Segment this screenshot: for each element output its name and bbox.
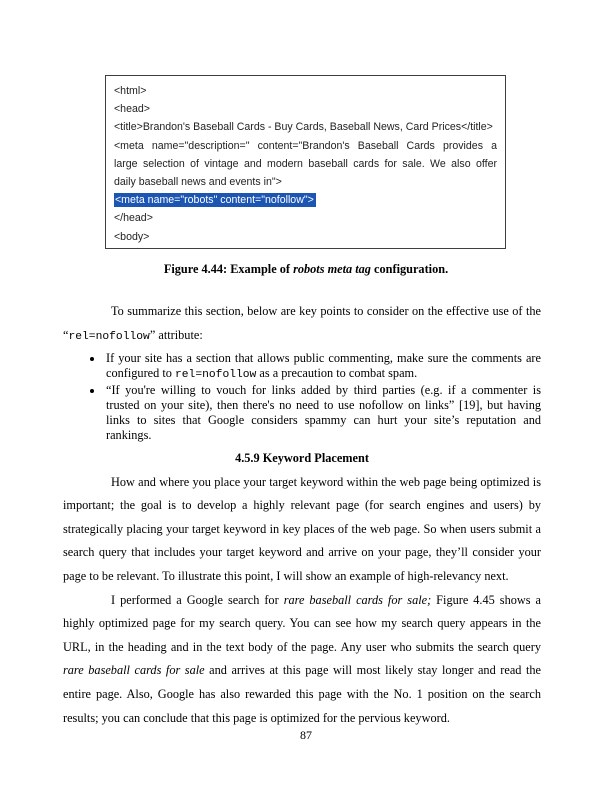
- bullet-item: • If your site has a section that allows public commenting, make sure the comments are configured to rel=nofollow as a precaution to combat spam.: [104, 351, 541, 383]
- figure-caption: Figure 4.44: Example of robots meta tag configuration.: [163, 262, 449, 276]
- code-line: large selection of vintage and modern baseball cards for sale. We also offer: [114, 157, 497, 170]
- bullet-item: • “If you're willing to vouch for links added by third parties (e.g. if a commenter is trusted on your site), then there's no need to use nofollow on links” [19], but having links to sites that Google considers spammy can hurt your site’s reputation and rankings.: [104, 383, 541, 443]
- section-heading: 4.5.9 Keyword Placement: [235, 450, 369, 465]
- code-line: <html>: [114, 85, 147, 97]
- code-line: </head>: [114, 212, 153, 225]
- section-paragraph-1: How and where you place your target keyword within the web page being optimized is important; the goal is to develop a highly relevant page (for search engines and users) by strategically placing your target keyword in key places of the web page. So when users submit a search query that includes your target keyword and arrive on your page, they’ll consider your page to be relevant. To illustrate this point, I will show an example of high-relevancy next.: [63, 474, 541, 583]
- code-line: <title>Brandon's Baseball Cards - Buy Cards, Baseball News, Card Prices</title>: [114, 121, 493, 134]
- code-line: daily baseball news and events in">: [114, 176, 282, 189]
- intro-paragraph: To summarize this section, below are key points to consider on the effective use of the “rel=nofollow” attribute:: [63, 304, 541, 343]
- body-text: [63, 300, 541, 730]
- section-paragraph-2: I performed a Google search for rare baseball cards for sale; Figure 4.45 shows a highly optimized page for my search query. You can see how my search query appears in the URL, in the heading and in the text body of the page. Any user who submits the search query rare baseball cards for sale and arrives at this page will most likely stay longer and read the entire page. Also, Google has also rewarded this page with the No. 1 position on the search results; you can conclude that this page is optimized for the pervious keyword.: [63, 592, 541, 725]
- bullet-list: [63, 351, 541, 442]
- code-line-highlighted: <meta name="robots" content="nofollow">: [115, 194, 314, 207]
- figure-code-box: [105, 75, 506, 249]
- code-box-content: [114, 82, 497, 246]
- code-line: <head>: [114, 103, 150, 116]
- code-line: <body>: [114, 230, 150, 243]
- code-line: <meta name="description=" content="Brandon's Baseball Cards provides a: [114, 139, 497, 152]
- page-number: 87: [300, 728, 312, 742]
